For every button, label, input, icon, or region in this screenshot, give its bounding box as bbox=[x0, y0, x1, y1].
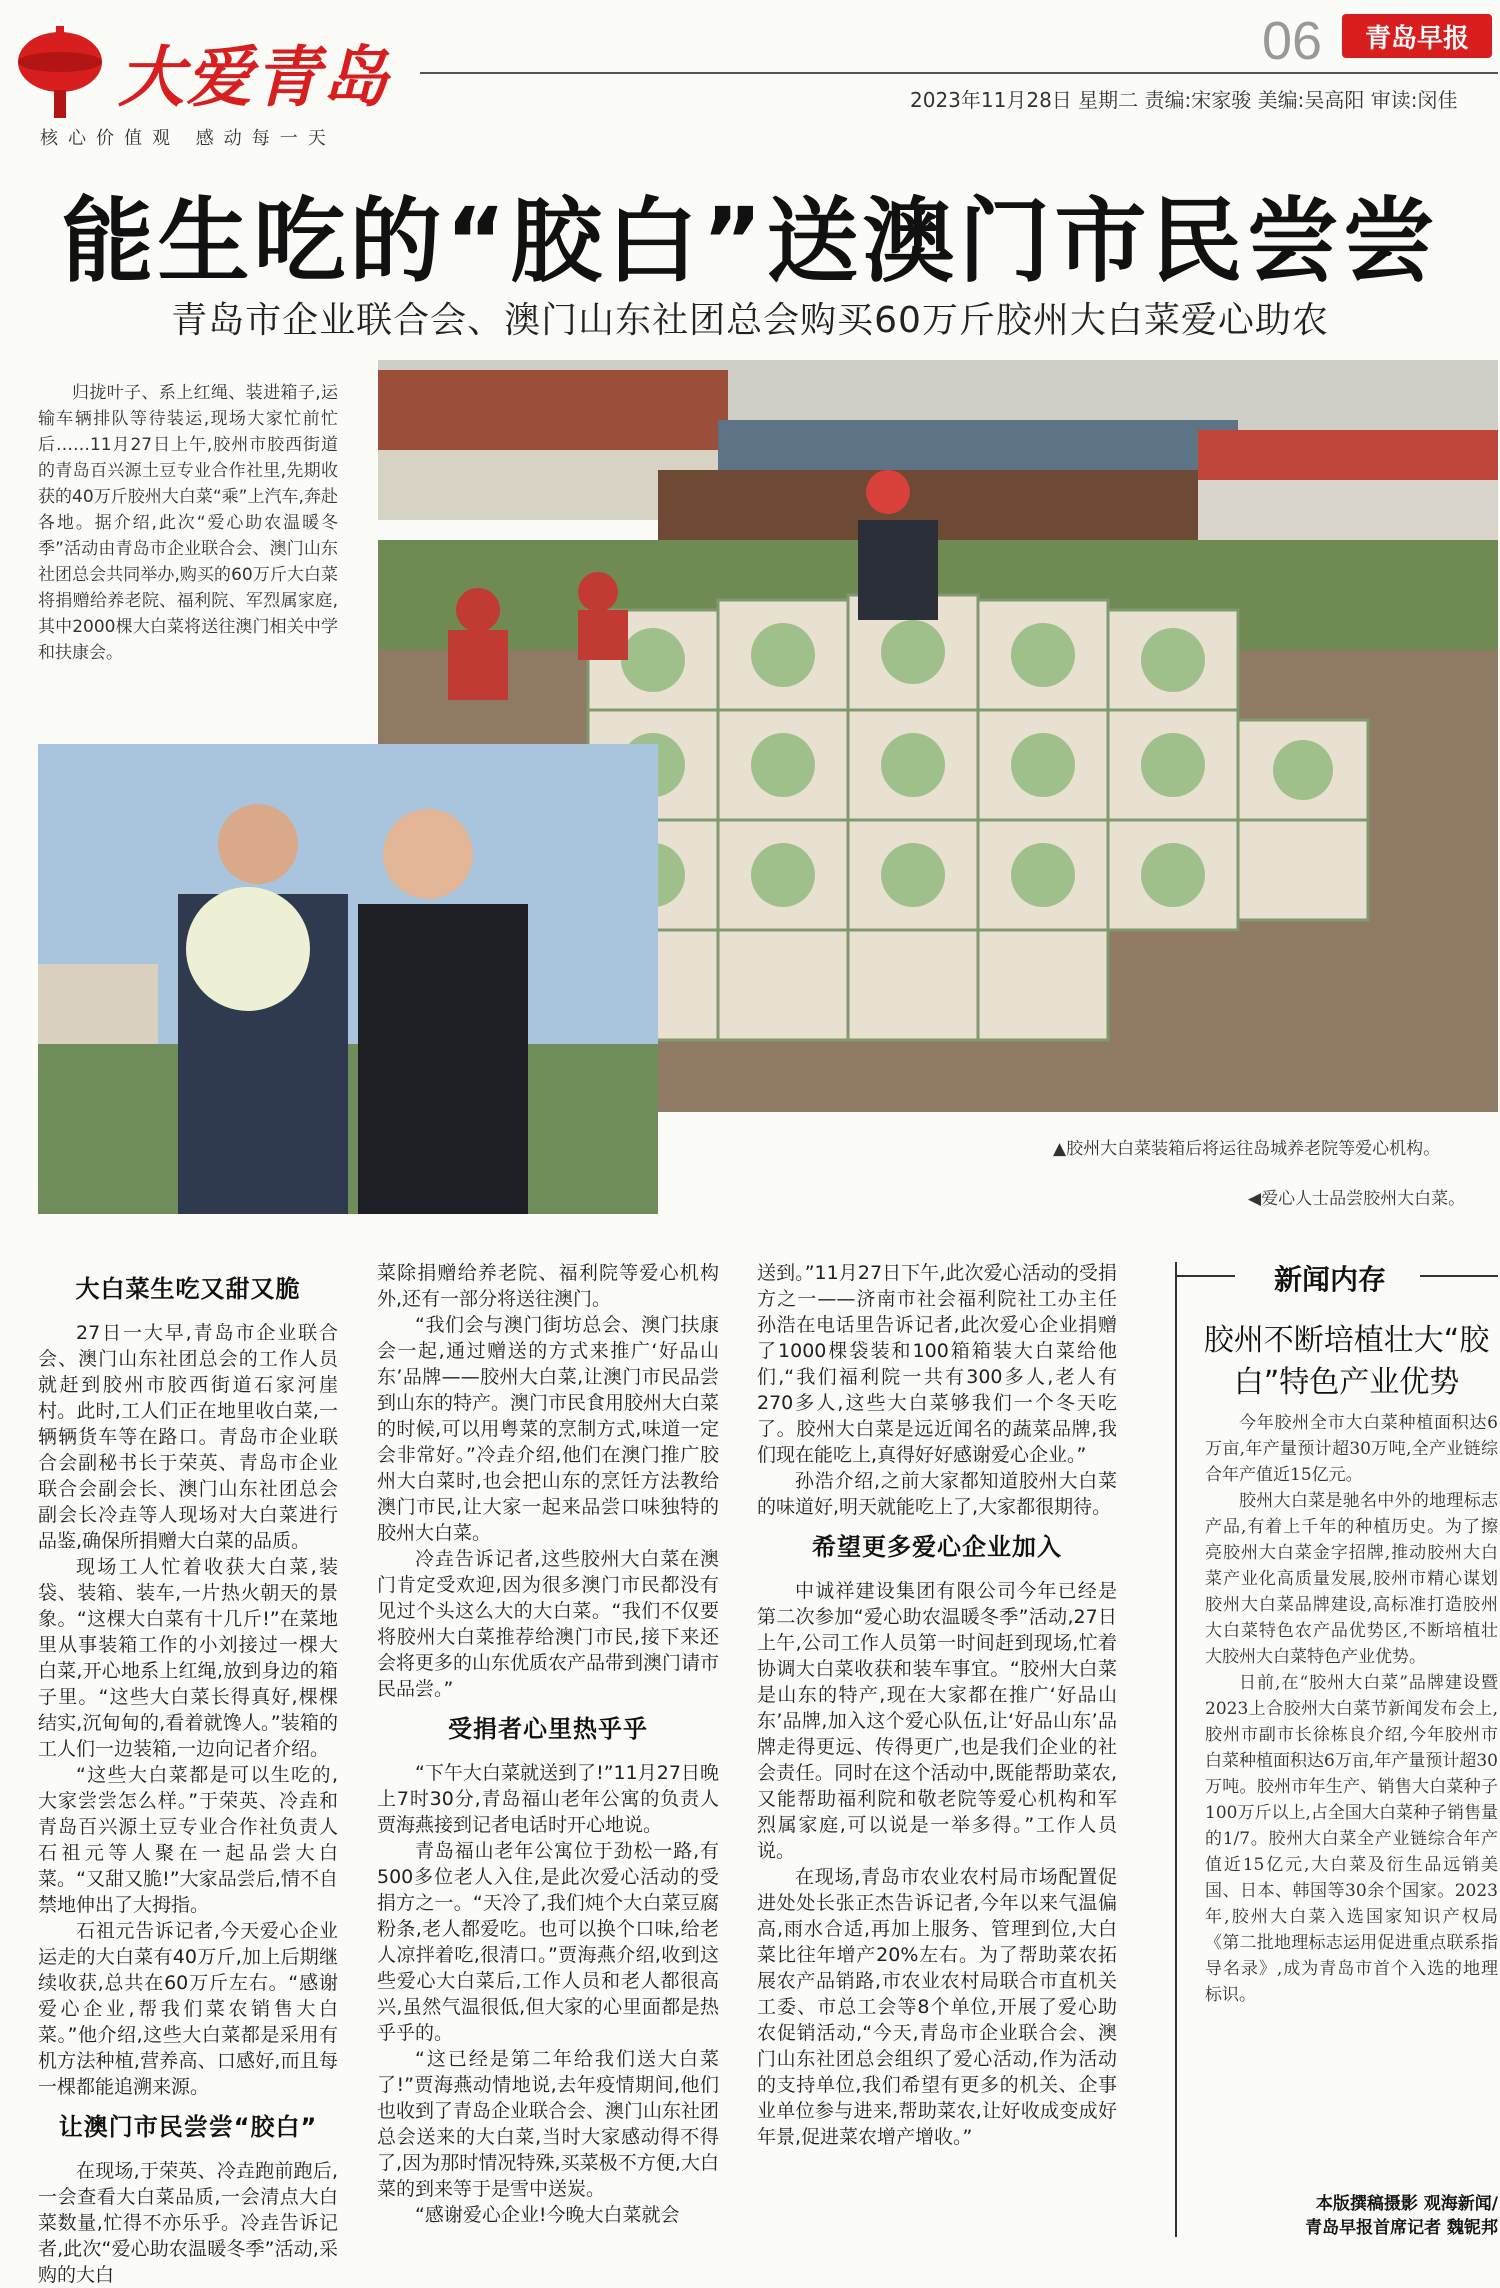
body-column-3 bbox=[757, 1260, 1117, 2150]
body-paragraph: “这已经是第二年给我们送大白菜了!”贾海燕动情地说,去年疫情期间,他们也收到了青岛企业联合会、澳门山东社团总会送来的大白菜,当时大家感动得不得了,因为那时情况特殊,买菜极不方便,大白菜的到来等于是雪中送炭。 bbox=[377, 2048, 720, 2200]
body-paragraph: 冷垚告诉记者,这些胶州大白菜在澳门肯定受欢迎,因为很多澳门市民都没有见过个头这么大的大白菜。“我们不仅要将胶州大白菜推荐给澳门市民,接下来还会将更多的山东优质农产品带到澳门请市民品尝。” bbox=[377, 1548, 720, 1700]
sidebar-paragraph: 今年胶州全市大白菜种植面积达6万亩,年产量预计超30万吨,全产业链综合年产值近15亿元。 bbox=[1205, 1413, 1498, 1485]
tower-logo-icon bbox=[10, 18, 110, 118]
body-paragraph: 在现场,于荣英、冷垚跑前跑后,一会查看大白菜品质,一会清点大白菜数量,忙得不亦乐乎。冷垚告诉记者,此次“爱心助农温暖冬季”活动,采购的大白 bbox=[38, 2160, 338, 2286]
section-heading: 希望更多爱心企业加入 bbox=[812, 1533, 1062, 1561]
slogan: 核心价值观 感动每一天 bbox=[40, 128, 336, 149]
body-paragraph: 孙浩介绍,之前大家都知道胶州大白菜的味道好,明天就能吃上了,大家都很期待。 bbox=[757, 1470, 1117, 1518]
body-column-1 bbox=[38, 1262, 338, 2288]
masthead-rule bbox=[420, 72, 1498, 74]
byline-line: 青岛早报首席记者 魏铌邦 bbox=[1305, 2218, 1498, 2238]
body-paragraph: 中诚祥建设集团有限公司今年已经是第二次参加“爱心助农温暖冬季”活动,27日上午,公司工作人员第一时间赶到现场,忙着协调大白菜收获和装车事宜。“胶州大白菜是山东的特产,现在大家都在推广‘好品山东’品牌,加入这个爱心队伍,让‘好品山东’品牌走得更远、传得更广,也是我们企业的社会责任。同时在这个活动中,既能帮助菜农,又能帮助福利院和敬老院等爱心机构和军烈属家庭,可以说是一举多得。”工作人员说。 bbox=[757, 1580, 1117, 1862]
body-paragraph: “下午大白菜就送到了!”11月27日晚上7时30分,青岛福山老年公寓的负责人贾海燕接到记者电话时开心地说。 bbox=[377, 1762, 719, 1836]
sidebar-text bbox=[1205, 1410, 1498, 2008]
body-paragraph: “感谢爱心企业!今晚大白菜就会 bbox=[415, 2204, 680, 2226]
byline bbox=[1205, 2192, 1498, 2240]
sidebar-paragraph: 日前,在“胶州大白菜”品牌建设暨2023上合胶州大白菜节新闻发布会上,胶州市副市长徐栋良介绍,今年胶州市白菜种植面积达6万亩,年产量预计超30万吨。胶州市年生产、销售大白菜种子100万斤以上,占全国大白菜种子销售量的1/7。胶州大白菜全产业链综合年产值近15亿元,大白菜及衍生品远销美国、日本、韩国等30余个国家。2023年,胶州大白菜入选国家知识产权局《第二批地理标志运用促进重点联系指导名录》,成为青岛市首个入选的地理标识。 bbox=[1205, 1673, 1498, 2005]
page-number: 06 bbox=[1262, 11, 1323, 71]
body-paragraph: 石祖元告诉记者,今天爱心企业运走的大白菜有40万斤,加上后期继续收获,总共在60万斤左右。“感谢爱心企业,帮我们菜农销售大白菜。”他介绍,这些大白菜都是采用有机方法种植,营养高、口感好,而且每一棵都能追溯来源。 bbox=[38, 1920, 338, 2098]
main-photo-caption: ▲胶州大白菜装箱后将运往岛城养老院等爱心机构。 bbox=[1053, 1139, 1441, 1159]
sidebar-rule bbox=[1420, 1275, 1498, 1277]
section-title: 大爱青岛 bbox=[118, 39, 390, 116]
tasting-cabbage-photo bbox=[38, 744, 658, 1214]
byline-line: 本版撰稿摄影 观海新闻/ bbox=[1315, 2194, 1498, 2214]
body-paragraph: 菜除捐赠给养老院、福利院等爱心机构外,还有一部分将送往澳门。 bbox=[377, 1262, 719, 1310]
sidebar-label: 新闻内存 bbox=[1273, 1263, 1386, 1296]
body-column-2 bbox=[377, 1260, 719, 2228]
body-paragraph: “我们会与澳门街坊总会、澳门扶康会一起,通过赠送的方式来推广‘好品山东’品牌——胶州大白菜,让澳门市民品尝到山东的特产。澳门市民食用胶州大白菜的时候,可以用粤菜的烹制方式,味道一定会非常好。”冷垚介绍,他们在澳门推广胶州大白菜时,也会把山东的烹饪方法教给澳门市民,让大家一起来品尝口味独特的胶州大白菜。 bbox=[377, 1314, 720, 1544]
section-heading: 让澳门市民尝尝“胶白” bbox=[58, 2113, 318, 2141]
section-heading: 受捐者心里热乎乎 bbox=[448, 1715, 648, 1743]
body-paragraph: “这些大白菜都是可以生吃的,大家尝尝怎么样。”于荣英、冷垚和青岛百兴源土豆专业合作社负责人石祖元等人聚在一起品尝大白菜。“又甜又脆!”大家品尝后,情不自禁地伸出了大拇指。 bbox=[38, 1764, 338, 1916]
dateline: 2023年11月28日 星期二 责编:宋家骏 美编:吴高阳 审读:闵佳 bbox=[910, 88, 1458, 112]
lead-paragraph: 归拢叶子、系上红绳、装进箱子,运输车辆排队等待装运,现场大家忙前忙后……11月27日上午,胶州市胶西街道的青岛百兴源土豆专业合作社里,先期收获的40万斤胶州大白菜“乘”上汽车,奔赴各地。据介绍,此次“爱心助农温暖冬季”活动由青岛市企业联合会、澳门山东社团总会共同举办,购买的60万斤大白菜将捐赠给养老院、福利院、军烈属家庭,其中2000棵大白菜将送往澳门相关中学和扶康会。 bbox=[38, 383, 338, 663]
sidebar-rule bbox=[1175, 1275, 1235, 1277]
newspaper-logo: 青岛早报 bbox=[1342, 14, 1492, 58]
section-heading: 大白菜生吃又甜又脆 bbox=[75, 1275, 301, 1303]
sidebar-title: 胶州不断培植壮大“胶白”特色产业优势 bbox=[1203, 1323, 1490, 1400]
subheadline: 青岛市企业联合会、澳门山东社团总会购买60万斤胶州大白菜爱心助农 bbox=[171, 300, 1329, 341]
sidebar-paragraph: 胶州大白菜是驰名中外的地理标志产品,有着上千年的种植历史。为了擦亮胶州大白菜金字招牌,推动胶州大白菜产业化高质量发展,胶州市精心谋划胶州大白菜品牌建设,高标准打造胶州大白菜特色农产品优势区,不断培植壮大胶州大白菜特色产业优势。 bbox=[1205, 1491, 1498, 1667]
body-paragraph: 青岛福山老年公寓位于劲松一路,有500多位老人入住,是此次爱心活动的受捐方之一。“天冷了,我们炖个大白菜豆腐粉条,老人都爱吃。也可以换个口味,给老人凉拌着吃,很清口。”贾海燕介绍,收到这些爱心大白菜后,工作人员和老人都很高兴,虽然气温很低,但大家的心里面都是热乎乎的。 bbox=[377, 1840, 719, 2044]
body-paragraph: 27日一大早,青岛市企业联合会、澳门山东社团总会的工作人员就赶到胶州市胶西街道石家河崖村。此时,工人们正在地里收白菜,一辆辆货车等在路口。青岛市企业联合会副秘书长于荣英、青岛市企业联合会副会长、澳门山东社团总会副会长冷垚等人现场对大白菜进行品鉴,确保所捐赠大白菜的品质。 bbox=[38, 1322, 338, 1552]
body-paragraph: 现场工人忙着收获大白菜,装袋、装箱、装车,一片热火朝天的景象。“这棵大白菜有十几斤!”在菜地里从事装箱工作的小刘接过一棵大白菜,开心地系上红绳,放到身边的箱子里。“这些大白菜长得真好,棵棵结实,沉甸甸的,看着就馋人。”装箱的工人们一边装箱,一边向记者介绍。 bbox=[38, 1556, 338, 1760]
body-paragraph: 在现场,青岛市农业农村局市场配置促进处处长张正杰告诉记者,今年以来气温偏高,雨水合适,再加上服务、管理到位,大白菜比往年增产20%左右。为了帮助菜农拓展农产品销路,市农业农村局联合市直机关工委、市总工会等8个单位,开展了爱心助农促销活动,“今天,青岛市企业联合会、澳门山东社团总会组织了爱心活动,作为活动的支持单位,我们希望有更多的机关、企事业单位参与进来,帮助菜农,让好收成变成好年景,促进菜农增产增收。” bbox=[757, 1866, 1117, 2148]
left-photo-caption: ◀爱心人士品尝胶州大白菜。 bbox=[1248, 1189, 1466, 1209]
body-paragraph: 送到。”11月27日下午,此次爱心活动的受捐方之一——济南市社会福利院社工办主任孙浩在电话里告诉记者,此次爱心企业捐赠了1000棵袋装和100箱箱装大白菜给他们,“我们福利院一共有300多人,老人有270多人,这些大白菜够我们一个冬天吃了。胶州大白菜是远近闻名的蔬菜品牌,我们现在能吃上,真得好好感谢爱心企业。” bbox=[757, 1262, 1117, 1466]
headline: 能生吃的“胶白”送澳门市民尝尝 bbox=[61, 188, 1439, 295]
